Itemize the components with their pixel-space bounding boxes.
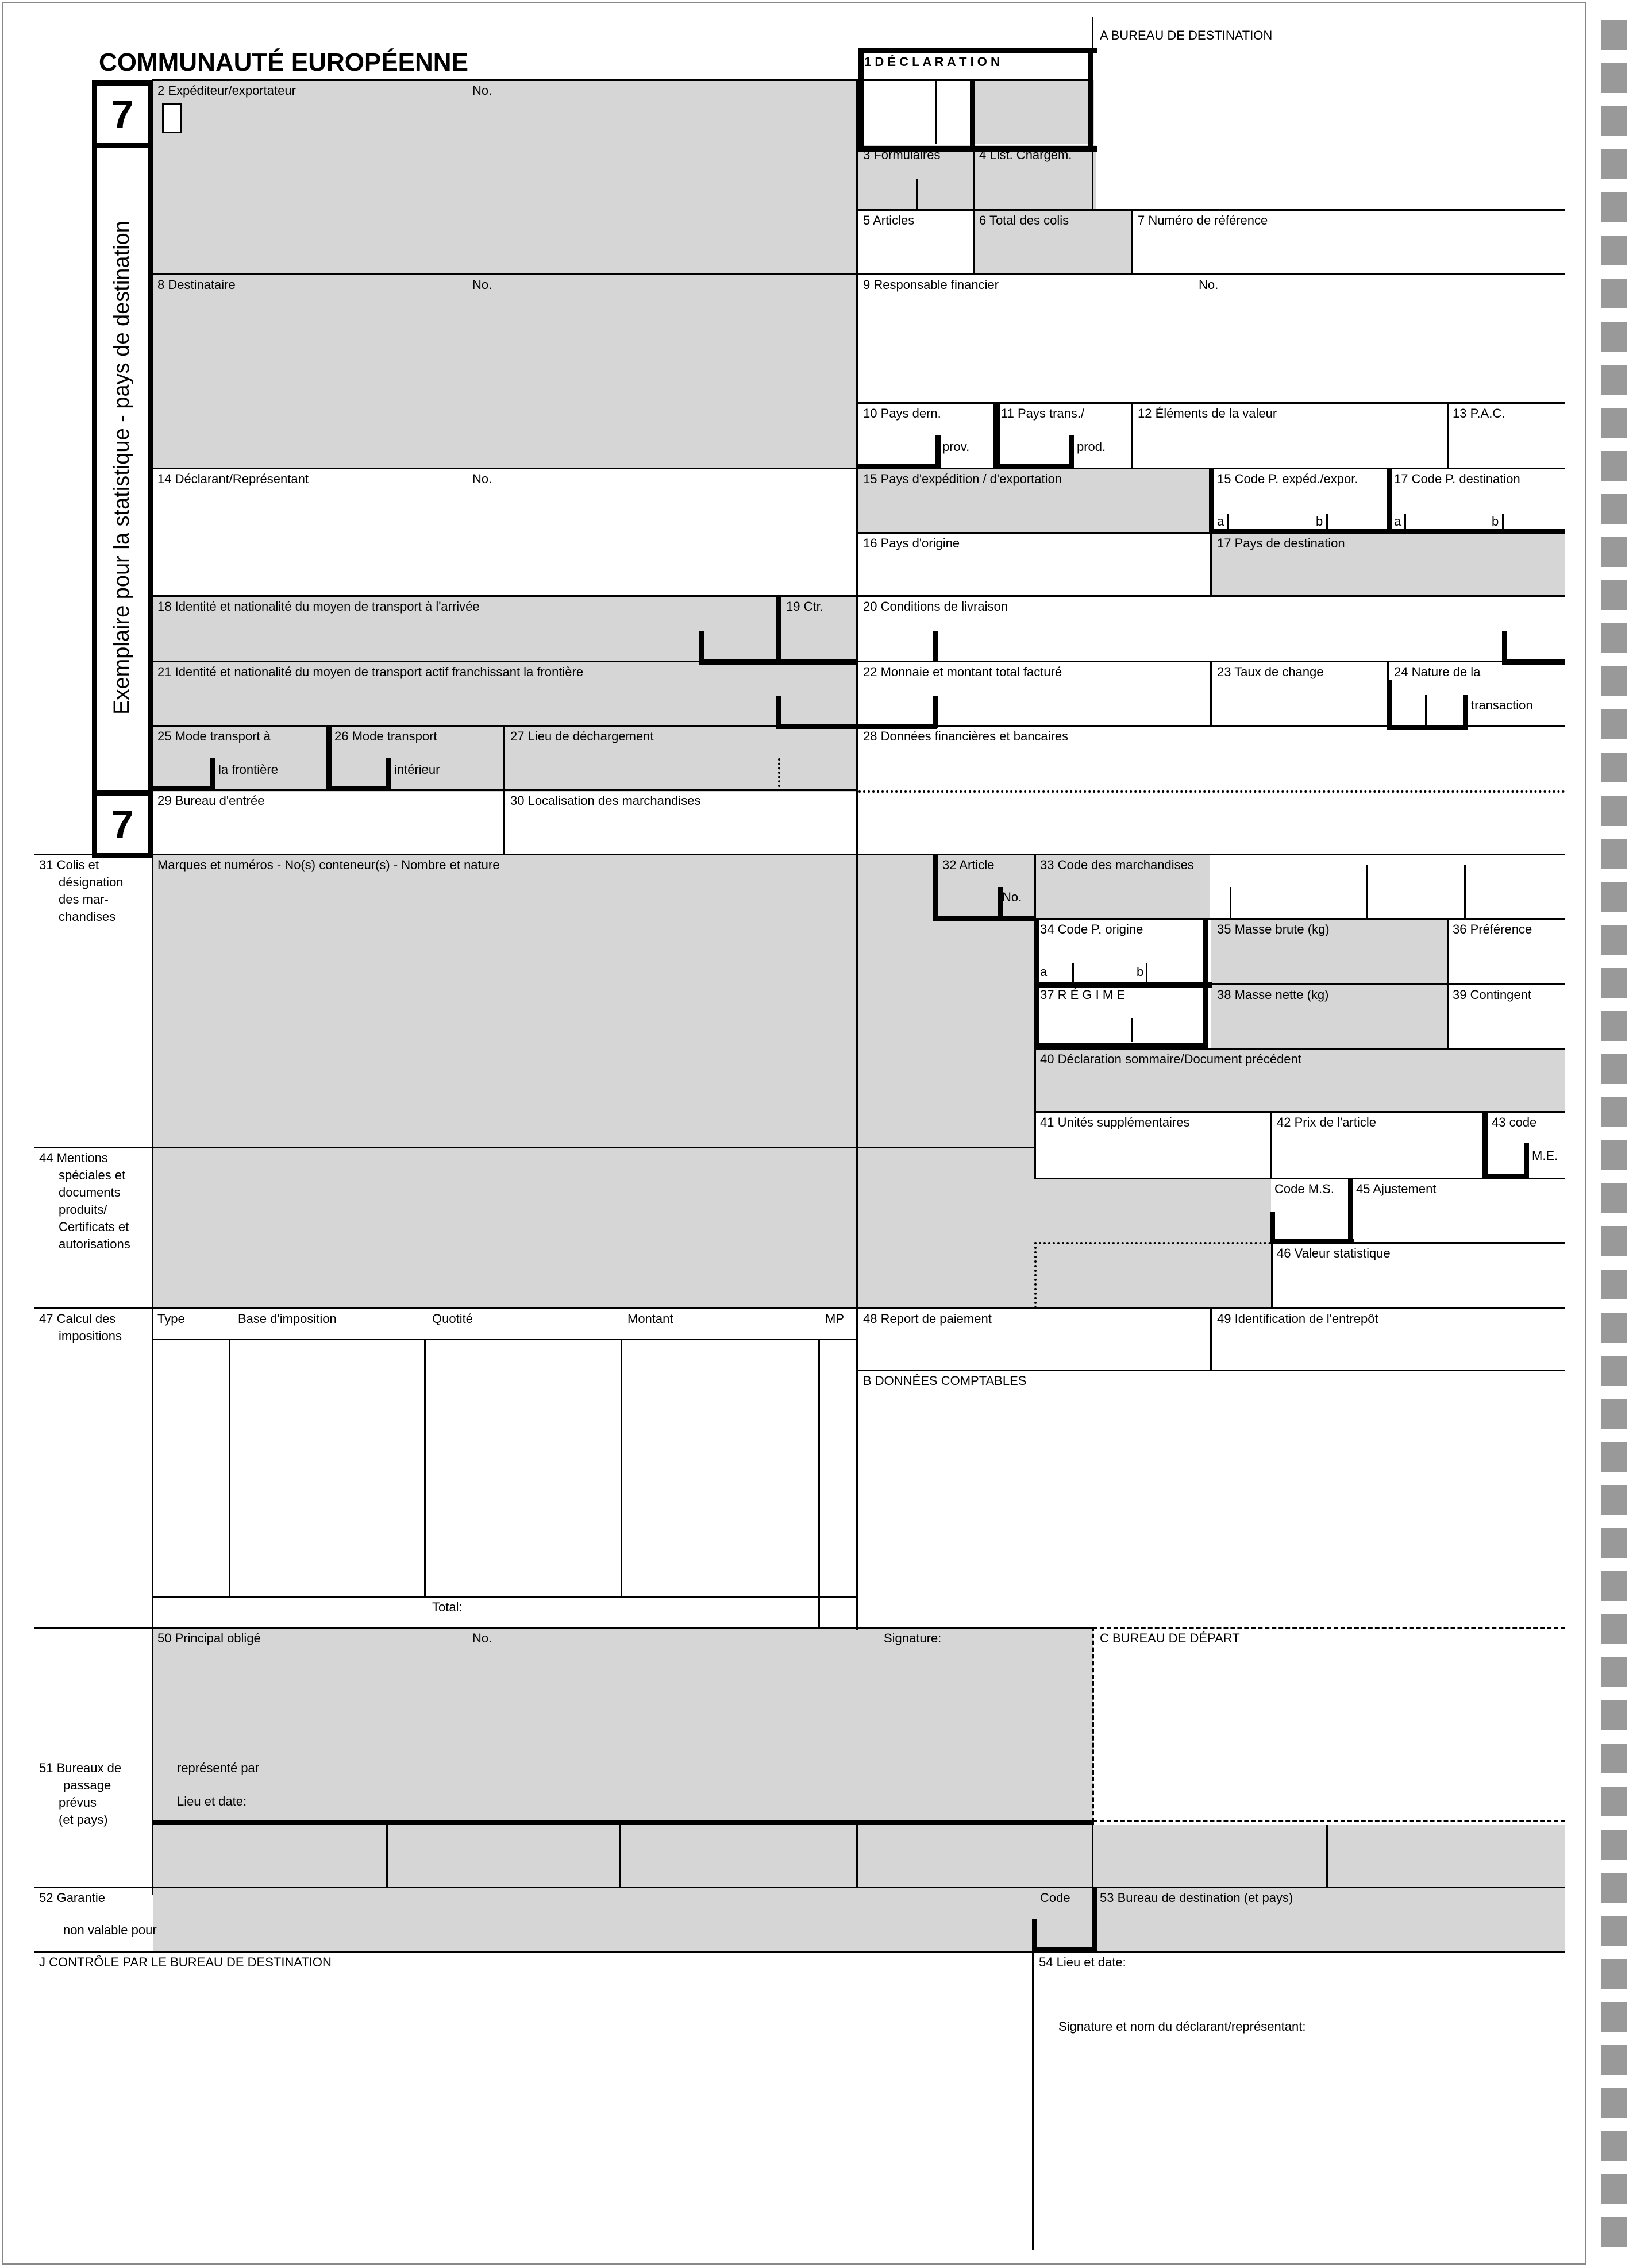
line [152, 1596, 858, 1598]
label-f51: 51 Bureaux de [39, 1761, 122, 1775]
label-codems: Code M.S. [1274, 1182, 1334, 1196]
dotted-line [778, 758, 780, 787]
label-base: Base d'imposition [238, 1312, 337, 1326]
line [776, 724, 856, 729]
line [1348, 1178, 1353, 1244]
perforation [1601, 106, 1627, 136]
perforation [1601, 925, 1627, 955]
checkbox[interactable] [162, 103, 182, 133]
label-f7: 7 Numéro de référence [1138, 213, 1268, 227]
page-border [2, 2, 1586, 2265]
perforation [1601, 1270, 1627, 1299]
perforation [1601, 1011, 1627, 1041]
line [1464, 865, 1466, 918]
line [152, 786, 215, 791]
perforation [1601, 322, 1627, 352]
label-f13: 13 P.A.C. [1453, 406, 1505, 421]
perforation [1601, 192, 1627, 222]
line [1482, 1111, 1488, 1179]
line [1072, 963, 1074, 982]
label-f31d: chandises [59, 909, 116, 924]
perforation [1601, 882, 1627, 912]
line [916, 179, 918, 209]
label-quot: Quotité [432, 1312, 473, 1326]
perforation [1601, 2002, 1627, 2032]
label-f16: 16 Pays d'origine [863, 536, 960, 550]
perforation [1601, 666, 1627, 696]
line [933, 916, 1034, 921]
label-f23: 23 Taux de change [1217, 665, 1324, 679]
label-cbureau: C BUREAU DE DÉPART [1100, 1631, 1240, 1645]
perforation [1601, 537, 1627, 567]
label-f17: 17 Pays de destination [1217, 536, 1345, 550]
label-f38: 38 Masse nette (kg) [1217, 988, 1329, 1002]
label-f35: 35 Masse brute (kg) [1217, 922, 1330, 936]
line [1366, 865, 1368, 918]
line [1146, 963, 1147, 982]
label-f32: 32 Article [942, 858, 995, 872]
label-f31c: des mar- [59, 892, 109, 907]
line [1326, 514, 1328, 531]
line [1447, 918, 1449, 1048]
label-f36: 36 Préférence [1453, 922, 1532, 936]
label-bdonnees: B DONNÉES COMPTABLES [863, 1374, 1027, 1388]
line [1209, 469, 1214, 533]
line [993, 402, 995, 468]
dotted-line [1034, 1242, 1271, 1244]
line [1092, 1825, 1093, 1888]
label-marks: Marques et numéros - No(s) conteneur(s) - Nombre et nature [157, 858, 500, 872]
line [1270, 1239, 1354, 1244]
line [152, 273, 1565, 275]
label-a: a [1394, 514, 1401, 529]
perforation [1601, 236, 1627, 265]
line [776, 595, 781, 664]
perforation [1601, 1485, 1627, 1515]
label-f43b: M.E. [1532, 1148, 1558, 1163]
label-f51c: prévus [59, 1795, 97, 1810]
label-no: No. [472, 83, 492, 98]
label-f31: 31 Colis et [39, 858, 99, 872]
line [1210, 661, 1212, 725]
line [1034, 1111, 1036, 1179]
line [1387, 680, 1392, 730]
line [1131, 1018, 1133, 1042]
perforation [1601, 1356, 1627, 1386]
line [34, 1627, 1093, 1629]
label-f43: 43 code [1492, 1115, 1537, 1129]
line [1032, 1951, 1034, 2250]
label-f25: 25 Mode transport à [157, 729, 271, 743]
line [858, 402, 1565, 404]
label-f44d: produits/ [59, 1202, 107, 1217]
label-f39: 39 Contingent [1453, 988, 1531, 1002]
line [152, 1820, 1094, 1825]
line [34, 854, 1565, 855]
label-f48: 48 Report de paiement [863, 1312, 992, 1326]
label-f50: 50 Principal obligé [157, 1631, 261, 1645]
label-represente: représenté par [177, 1761, 260, 1775]
line [856, 1825, 858, 1888]
perforation [1601, 149, 1627, 179]
perforation [1601, 796, 1627, 826]
line [1502, 631, 1507, 662]
label-f22: 22 Monnaie et montant total facturé [863, 665, 1062, 679]
line [621, 1339, 622, 1596]
label-f10: 10 Pays dern. [863, 406, 941, 421]
label-no: No. [472, 1631, 492, 1645]
line [1092, 1888, 1097, 1952]
perforation [1601, 1700, 1627, 1730]
line [1447, 402, 1449, 468]
line [699, 659, 856, 665]
label-f25b: la frontière [218, 762, 278, 777]
perforation [1601, 1830, 1627, 1860]
perforation [1601, 494, 1627, 524]
line [1387, 469, 1392, 533]
line [34, 1887, 1565, 1888]
label-f54: 54 Lieu et date: [1039, 1955, 1126, 1969]
line [935, 80, 937, 144]
label-f51b: passage [63, 1778, 111, 1792]
line [1463, 695, 1468, 730]
line [152, 79, 858, 81]
perforation [1601, 709, 1627, 739]
label-f49: 49 Identification de l'entrepôt [1217, 1312, 1378, 1326]
label-f12: 12 Éléments de la valeur [1138, 406, 1277, 421]
perforation [1601, 2045, 1627, 2075]
perforation [1601, 753, 1627, 782]
line [1230, 887, 1231, 918]
label-f30: 30 Localisation des marchandises [510, 793, 701, 808]
line [935, 435, 941, 468]
line [152, 789, 858, 791]
side-strip-left [92, 144, 97, 790]
line [152, 79, 153, 1895]
label-f8: 8 Destinataire [157, 277, 236, 292]
label-f42: 42 Prix de l'article [1277, 1115, 1376, 1129]
perforation [1601, 408, 1627, 438]
perforation [1601, 1657, 1627, 1687]
line [152, 1339, 858, 1340]
line [1404, 514, 1406, 531]
label-f15: 15 Pays d'expédition / d'exportation [863, 472, 1062, 486]
line [973, 145, 975, 273]
label-f26: 26 Mode transport [334, 729, 437, 743]
line [503, 725, 505, 855]
line [1270, 1111, 1272, 1179]
label-b: b [1492, 514, 1499, 529]
label-f4: 4 List. Chargem. [979, 148, 1072, 162]
perforation [1601, 451, 1627, 481]
line [933, 855, 938, 919]
perforation [1601, 1399, 1627, 1429]
label-f33: 33 Code des marchandises [1040, 858, 1194, 872]
line [995, 464, 1070, 469]
perforation [1601, 2174, 1627, 2204]
label-f9: 9 Responsable financier [863, 277, 999, 292]
perforation [1601, 1916, 1627, 1946]
label-lieu: Lieu et date: [177, 1794, 247, 1808]
label-f40: 40 Déclaration sommaire/Document précédent [1040, 1052, 1301, 1066]
line [1210, 532, 1212, 596]
form-title: COMMUNAUTÉ EUROPÉENNE [99, 48, 468, 76]
line [1387, 725, 1468, 730]
line [970, 80, 975, 146]
line [1502, 659, 1565, 665]
label-a: a [1217, 514, 1224, 529]
label-b: b [1137, 965, 1144, 979]
line [326, 725, 332, 790]
line [326, 786, 390, 791]
label-no: No. [1199, 277, 1219, 292]
line [152, 661, 1565, 662]
line [1425, 695, 1427, 725]
perforation [1601, 839, 1627, 869]
perforation [1601, 580, 1627, 610]
perforation [1601, 2088, 1627, 2118]
label-f10b: prov. [942, 439, 970, 454]
label-f54b: Signature et nom du déclarant/représentant: [1058, 2019, 1306, 2034]
label-f46: 46 Valeur statistique [1277, 1246, 1391, 1260]
perforation [1601, 1140, 1627, 1170]
line [34, 1951, 1565, 1953]
perforation [1601, 1744, 1627, 1773]
label-f47: 47 Calcul des [39, 1312, 116, 1326]
line [1270, 1212, 1275, 1244]
line [1482, 1174, 1527, 1179]
dashed-line [1093, 1627, 1565, 1629]
perforation [1601, 1442, 1627, 1472]
label-f19: 19 Ctr. [786, 599, 823, 614]
line [1326, 1825, 1328, 1888]
label-f44b: spéciales et [59, 1168, 126, 1182]
perforation [1601, 63, 1627, 93]
line [386, 758, 391, 790]
line [1502, 514, 1504, 531]
dashed-line [1093, 1820, 1565, 1822]
label-jcontrole: J CONTRÔLE PAR LE BUREAU DE DESTINATION [39, 1955, 332, 1969]
label-f44c: documents [59, 1185, 121, 1199]
line [995, 402, 1000, 468]
perforation [1601, 623, 1627, 653]
dotted-line [858, 790, 1565, 793]
label-f44e: Certificats et [59, 1220, 129, 1234]
perforation [1601, 2131, 1627, 2161]
label-type: Type [157, 1312, 185, 1326]
line [1069, 435, 1074, 468]
line [1034, 1048, 1565, 1050]
line [933, 631, 938, 662]
perforation [1601, 1614, 1627, 1644]
label-f41: 41 Unités supplémentaires [1040, 1115, 1190, 1129]
line [1210, 1307, 1212, 1370]
label-f29: 29 Bureau d'entrée [157, 793, 265, 808]
label-f53: 53 Bureau de destination (et pays) [1100, 1891, 1293, 1905]
copy-number-top-box [92, 80, 153, 148]
line [1032, 1947, 1095, 1953]
perforation [1601, 279, 1627, 308]
line [152, 595, 1565, 597]
label-f45: 45 Ajustement [1356, 1182, 1437, 1196]
label-montant: Montant [627, 1312, 673, 1326]
line [229, 1339, 230, 1596]
label-f18: 18 Identité et nationalité du moyen de transport à l'arrivée [157, 599, 480, 614]
line [1524, 1143, 1529, 1179]
label-f5: 5 Articles [863, 213, 915, 227]
label-f37: 37 R É G I M E [1040, 988, 1125, 1002]
line [1131, 209, 1133, 273]
label-f26b: intérieur [394, 762, 440, 777]
label-f34: 34 Code P. origine [1040, 922, 1143, 936]
perforation [1601, 1959, 1627, 1989]
label-f51d: (et pays) [59, 1812, 108, 1827]
label-f44: 44 Mentions [39, 1151, 108, 1165]
line [1227, 514, 1229, 531]
line [34, 1307, 1565, 1309]
copy-number-bottom: 7 [111, 802, 134, 847]
line [1271, 1242, 1273, 1309]
label-b: b [1316, 514, 1323, 529]
line [386, 1825, 388, 1888]
label-f1: 1 D É C L A R A T I O N [864, 55, 1000, 69]
side-label: Exemplaire pour la statistique - pays de destination [110, 221, 134, 715]
label-mp: MP [825, 1312, 844, 1326]
line [858, 209, 1565, 211]
perforation [1601, 20, 1627, 50]
perforation [1601, 1054, 1627, 1084]
perforation [1601, 1873, 1627, 1903]
label-f24b: transaction [1471, 698, 1533, 712]
label-f3: 3 Formulaires [863, 148, 941, 162]
dashed-line [1092, 1627, 1094, 1822]
line [1209, 529, 1565, 534]
line [1092, 144, 1093, 210]
perforation [1601, 968, 1627, 998]
line [34, 1147, 1035, 1148]
label-f11: 11 Pays trans./ [1001, 406, 1085, 421]
line [1131, 402, 1133, 468]
perforation [1601, 365, 1627, 395]
label-a: a [1040, 965, 1048, 979]
label-a-bureau: A BUREAU DE DESTINATION [1100, 28, 1273, 43]
line [818, 1339, 820, 1627]
label-f28: 28 Données financières et bancaires [863, 729, 1069, 743]
label-signature: Signature: [884, 1631, 942, 1645]
label-f15c: 15 Code P. expéd./expor. [1217, 472, 1358, 486]
line [424, 1339, 426, 1596]
dotted-line [1034, 1242, 1037, 1309]
label-f27: 27 Lieu de déchargement [510, 729, 654, 743]
label-f21: 21 Identité et nationalité du moyen de transport actif franchissant la frontière [157, 665, 584, 679]
label-f20: 20 Conditions de livraison [863, 599, 1008, 614]
label-no: No. [472, 472, 492, 486]
label-f6: 6 Total des colis [979, 213, 1069, 227]
line [856, 790, 858, 855]
label-no: No. [472, 277, 492, 292]
label-f14: 14 Déclarant/Représentant [157, 472, 309, 486]
label-f47b: impositions [59, 1329, 122, 1343]
perforation [1601, 1183, 1627, 1213]
copy-number-bottom-box [92, 790, 153, 858]
perforation [1601, 1528, 1627, 1558]
label-f17c: 17 Code P. destination [1394, 472, 1520, 486]
label-f31b: désignation [59, 875, 124, 889]
perforation [1601, 1097, 1627, 1127]
perforation [1601, 1787, 1627, 1816]
line [858, 464, 940, 469]
label-f11b: prod. [1077, 439, 1106, 454]
perforation [1601, 2217, 1627, 2247]
label-f24: 24 Nature de la [1394, 665, 1481, 679]
label-f2: 2 Expéditeur/exportateur [157, 83, 296, 98]
perforation [1601, 1226, 1627, 1256]
copy-number-top: 7 [111, 92, 134, 137]
label-f32b: No. [1002, 890, 1022, 904]
label-total: Total: [432, 1600, 463, 1614]
perforation [1601, 1571, 1627, 1601]
perforation [1601, 1313, 1627, 1343]
label-f52: 52 Garantie [39, 1891, 105, 1905]
label-f52b: non valable pour [63, 1923, 157, 1937]
line [619, 1825, 621, 1888]
line [1092, 17, 1093, 82]
line [858, 1370, 1565, 1371]
label-code: Code [1040, 1891, 1070, 1905]
label-f44f: autorisations [59, 1237, 130, 1251]
